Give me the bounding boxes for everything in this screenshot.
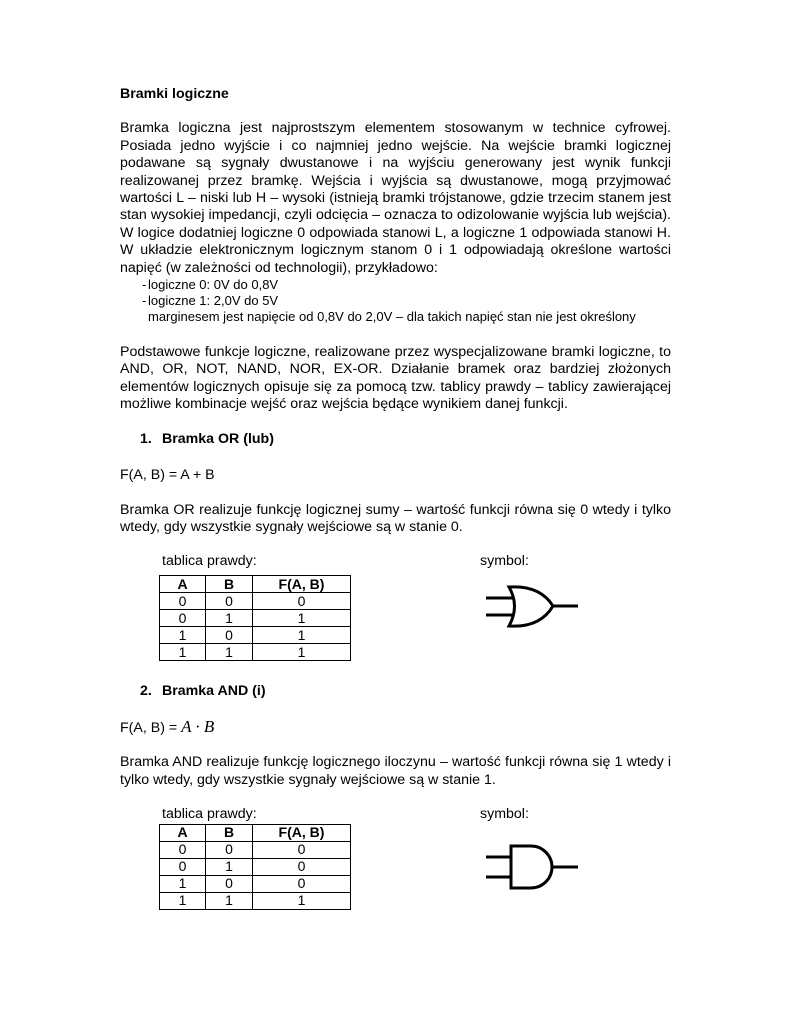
list-item: - logiczne 1: 2,0V do 5V <box>142 293 279 309</box>
labels-or <box>120 553 671 571</box>
description-or: Bramka OR realizuje funkcję logicznej sumy – wartość funkcji równa się 0 wtedy i tylko wtedy, gdy wszystkie sygnały wejściowe są w stanie 0. <box>120 501 671 535</box>
table-row: 1 1 1 <box>160 644 351 661</box>
or-gate-icon <box>482 581 582 641</box>
table-row: 0 0 0 <box>160 841 351 858</box>
basic-functions-paragraph: Podstawowe funkcje logiczne, realizowane przez wyspecjalizowane bramki logiczne, to AND, OR, NOT, NAND, NOR, EX-OR. Działanie bramek oraz bardziej złożonych elementów logicznych opisuje się za pomocą tzw. tablicy prawdy – tablicy zawierającej możliwe kombinacje wejść oraz wejścia będące wynikiem danej funkcji. <box>120 344 671 413</box>
table-row: 1 0 1 <box>160 627 351 644</box>
truth-table-and <box>159 824 351 910</box>
table-row: 1 1 1 <box>160 892 351 909</box>
table-row: 1 0 0 <box>160 875 351 892</box>
section-heading-and: 2. Bramka AND (i) <box>140 683 266 700</box>
table-row: 0 1 0 <box>160 858 351 875</box>
description-and: Bramka AND realizuje funkcję logicznego iloczynu – wartość funkcji równa się 1 wtedy i tylko wtedy, gdy wszystkie sygnały wejściowe są w stanie 1. <box>120 754 671 788</box>
margin-note: marginesem jest napięcie od 0,8V do 2,0V – dla takich napięć stan nie jest określony <box>148 309 636 325</box>
list-item: - logiczne 0: 0V do 0,8V <box>142 277 279 293</box>
table-row: 0 1 1 <box>160 610 351 627</box>
document-title: Bramki logiczne <box>120 86 229 102</box>
labels-and <box>120 806 671 824</box>
formula-and: F(A, B) = A · B <box>120 716 215 736</box>
truth-table-label: tablica prawdy: <box>162 553 257 570</box>
formula-or: F(A, B) = A + B <box>120 467 215 484</box>
document-page <box>120 86 671 910</box>
voltage-levels-list <box>120 277 671 325</box>
symbol-label: symbol: <box>480 805 529 822</box>
section-heading-or: 1. Bramka OR (lub) <box>140 430 274 447</box>
truth-table-or <box>159 575 351 661</box>
truth-table-label: tablica prawdy: <box>162 805 257 822</box>
and-gate-icon <box>482 842 582 902</box>
symbol-label: symbol: <box>480 553 529 570</box>
intro-paragraph: Bramka logiczna jest najprostszym elementem stosowanym w technice cyfrowej. Posiada jedno wyjście i co najmniej jedno wejście. Na wejście bramki logicznej podawane są sygnały dwustanowe i na wyjściu generowany jest wynik funkcji realizowanej przez bramkę. Wejścia i wyjścia są dwustanowe, mogą przyjmować wartości L – niski lub H – wysoki (istnieją bramki trójstanowe, gdzie trzecim stanem jest stan wysokiej impedancji, czyli odcięcia – oznacza to odizolowanie wyjścia lub wejścia). W logice dodatniej logiczne 0 odpowiada stanowi L, a logiczne 1 odpowiada stanowi H. W układzie elektronicznym logicznym stanom 0 i 1 odpowiadają określone wartości napięć (w zależności od technologii), przykładowo: <box>120 120 671 276</box>
table-header-row: A B F(A, B) <box>160 824 351 841</box>
table-row: 0 0 0 <box>160 593 351 610</box>
table-header-row: A B F(A, B) <box>160 576 351 593</box>
